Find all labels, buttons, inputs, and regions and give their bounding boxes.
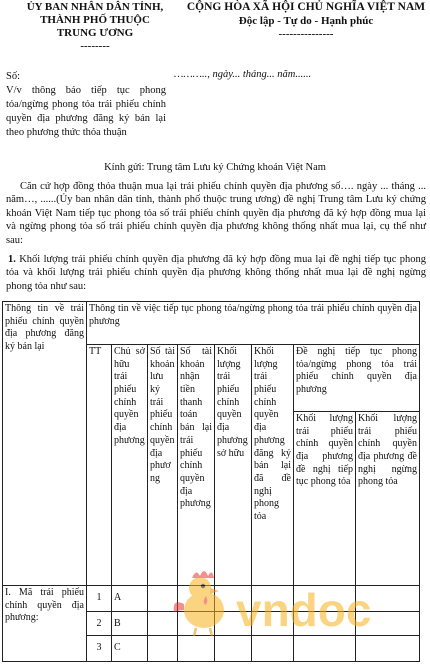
table-cell (178, 612, 215, 636)
row-number: 1 (87, 586, 112, 612)
table-cell (356, 612, 420, 636)
table-cell (178, 586, 215, 612)
document-date-line: ……….., ngày... tháng... năm...... (174, 69, 312, 80)
header-custody-account: Số tài khoản lưu ký trái phiếu chính quyền địa phương (148, 345, 178, 586)
row-owner: A (112, 586, 148, 612)
header-payment-account: Số tài khoản nhận tiền thanh toán bán lại trái phiếu chính quyền địa phương (178, 345, 215, 586)
header-registered-volume: Khối lượng trái phiếu chính quyền địa phương đăng ký bán lại đã đề nghị phong tỏa (252, 345, 294, 586)
table-cell (356, 636, 420, 662)
body-paragraph-1: Căn cứ hợp đồng thỏa thuận mua lại trái phiếu chính quyền địa phương số…. ngày ... tháng ... năm…, ......(Ủy ban nhân dân tỉnh, thành phố thuộc trung ương) đề nghị Trung tâm Lưu ký chứng khoán Việt Nam tiếp tục phong tỏa số trái phiếu chính quyền địa phương đã ký hợp đồng mua lại và ngừng phong tỏa số trái phiếu chính quyền địa phương không thống nhất mua lại, cụ thể như sau: (6, 181, 426, 246)
header-continue-blocking: Khối lượng trái phiếu chính quyền địa phương đề nghị tiếp tục phong tỏa (294, 412, 356, 586)
issuer-line-1: ỦY BAN NHÂN DÂN TỈNH, (26, 1, 164, 13)
issuer-divider: -------- (80, 39, 110, 52)
table-cell (294, 636, 356, 662)
national-motto: Độc lập - Tự do - Hạnh phúc (238, 14, 374, 27)
table-cell (148, 636, 178, 662)
table-cell (148, 612, 178, 636)
row-owner: C (112, 636, 148, 662)
paragraph-number: 1. (8, 254, 16, 265)
document-number-label: Số: (6, 71, 21, 82)
table-cell (356, 586, 420, 612)
header-owned-volume: Khối lượng trái phiếu chính quyền địa phương sở hữu (215, 345, 252, 586)
issuer-line-3: TRUNG ƯƠNG (56, 26, 134, 39)
bond-table (2, 301, 420, 662)
table-row (3, 586, 420, 612)
table-cell (252, 612, 294, 636)
table-cell (252, 636, 294, 662)
national-header (182, 1, 430, 40)
header-blocking-info: Thông tin về việc tiếp tục phong tỏa/ngừng phong tỏa trái phiếu chính quyền địa phương (87, 302, 420, 345)
header-stop-blocking: Khối lượng trái phiếu chính quyền địa phương đề nghị ngừng phong tỏa (356, 412, 420, 586)
table-cell (252, 586, 294, 612)
motto-divider: --------------- (278, 27, 334, 40)
table-cell (215, 636, 252, 662)
table-cell (294, 586, 356, 612)
issuer-header (4, 1, 186, 53)
recipient-line: Kính gửi: Trung tâm Lưu ký Chứng khoán Việt Nam (104, 162, 326, 173)
row-number: 2 (87, 612, 112, 636)
table-cell (215, 586, 252, 612)
body-paragraph-2 (6, 253, 426, 293)
document-subject: V/v thông báo tiếp tục phong tỏa/ngừng phong tỏa trái phiếu chính quyền địa phương đăng ký bán lại theo phương thức thỏa thuận (6, 85, 166, 138)
table-cell (294, 612, 356, 636)
header-owner: Chủ sở hữu trái phiếu chính quyền địa phương (112, 345, 148, 586)
table-cell (178, 636, 215, 662)
watermark-text: vndoc (236, 584, 372, 636)
table-cell (215, 612, 252, 636)
header-proposal: Đề nghị tiếp tục phong tỏa/ngừng phong tỏa trái phiếu chính quyền địa phương (294, 345, 420, 412)
table-cell (148, 586, 178, 612)
paragraph-2-text: Khối lượng trái phiếu chính quyền địa phương đã ký hợp đồng mua lại đề nghị tiếp tục phong tỏa và khối lượng trái phiếu chính quyền địa phương không thống nhất mua lại đề nghị ngừng phong tỏa như sau: (6, 254, 426, 292)
section-label: I. Mã trái phiếu chính quyền địa phương: (3, 586, 87, 662)
header-bond-info: Thông tin về trái phiếu chính quyền địa phương đăng ký bán lại (3, 302, 87, 586)
header-tt: TT (87, 345, 112, 586)
national-title: CỘNG HÒA XÃ HỘI CHỦ NGHĨA VIỆT NAM (186, 1, 426, 13)
row-owner: B (112, 612, 148, 636)
row-number: 3 (87, 636, 112, 662)
issuer-line-2: THÀNH PHỐ THUỘC (40, 13, 150, 26)
